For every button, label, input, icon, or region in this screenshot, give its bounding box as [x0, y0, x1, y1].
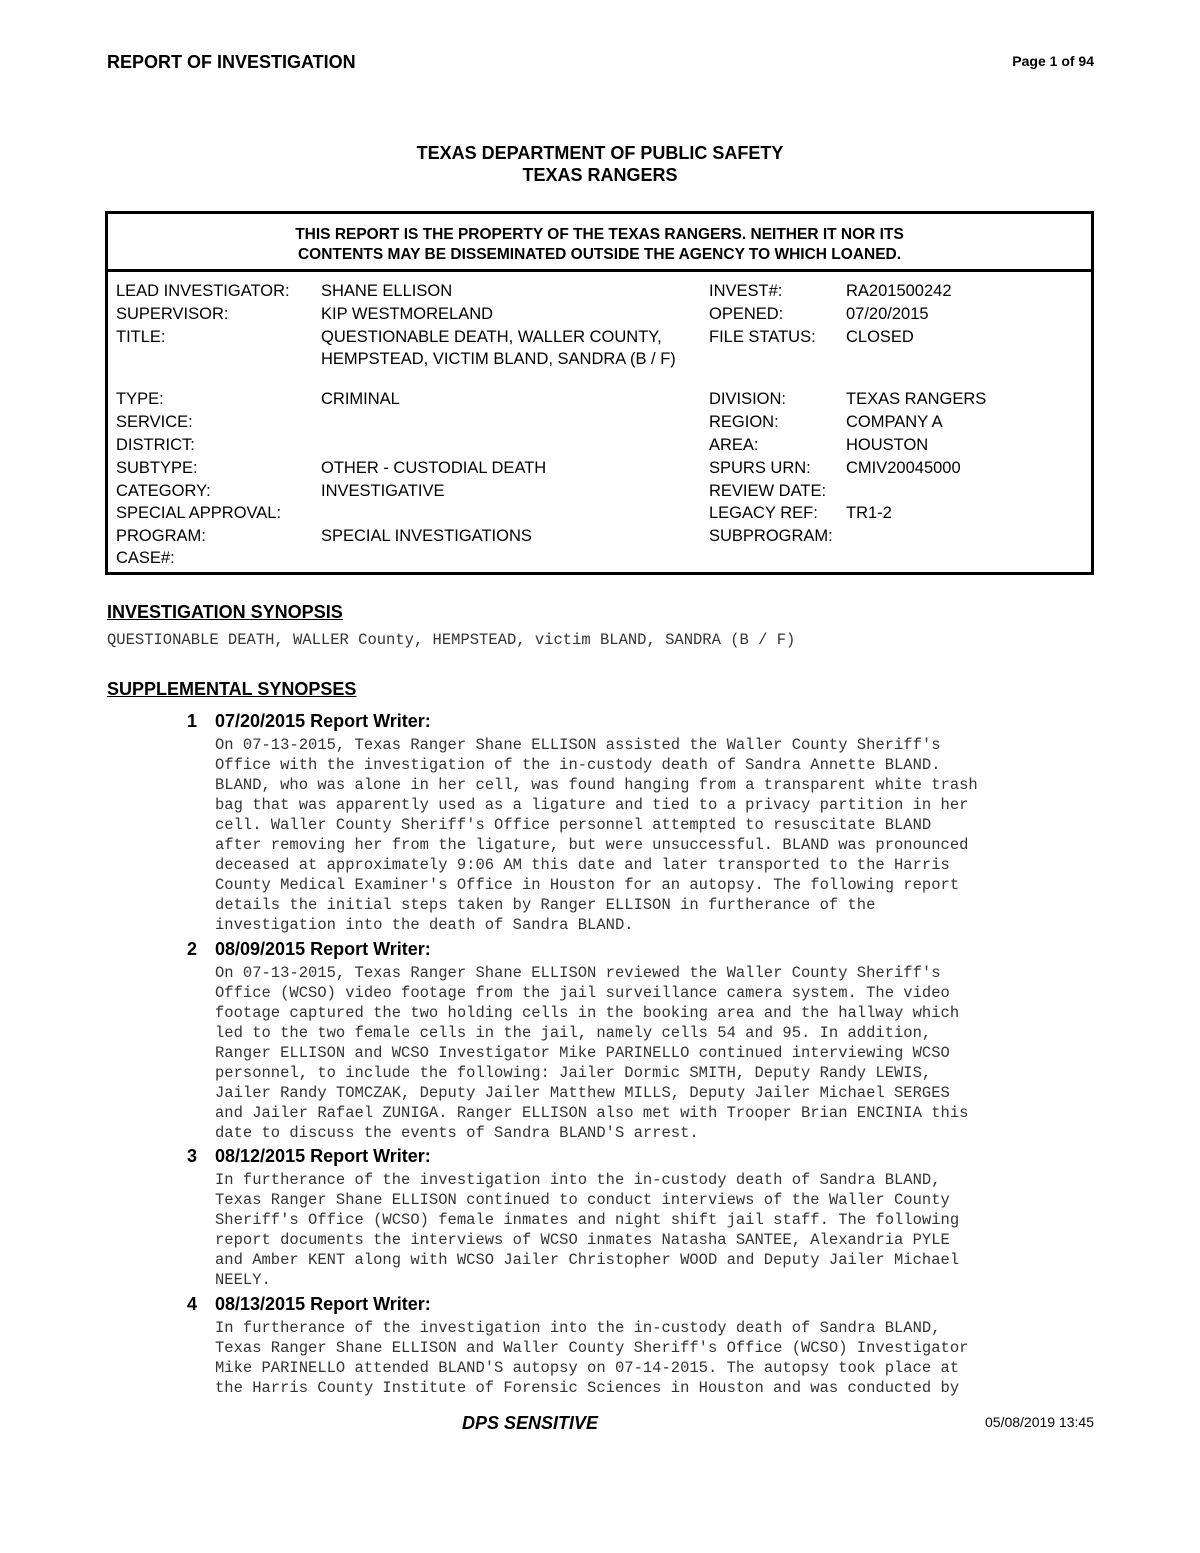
field-label: FILE STATUS:	[709, 328, 816, 346]
field-label: CATEGORY:	[116, 482, 211, 500]
supplemental-entry-heading	[187, 939, 431, 960]
field-label: SERVICE:	[116, 413, 193, 431]
division-value: TEXAS RANGERS	[846, 390, 987, 408]
entry-number: 2	[187, 939, 198, 959]
report-info-box	[105, 211, 1094, 575]
field-label: LEGACY REF:	[709, 504, 818, 522]
property-notice	[108, 214, 1091, 272]
lead-investigator-value: SHANE ELLISON	[321, 282, 453, 300]
area-value: HOUSTON	[846, 436, 929, 454]
legacy-ref-value: TR1-2	[846, 504, 892, 522]
notice-line: CONTENTS MAY BE DISSEMINATED OUTSIDE THE AGENCY TO WHICH LOANED.	[297, 246, 902, 263]
supplemental-entry-heading	[187, 711, 431, 732]
supplemental-heading: SUPPLEMENTAL SYNOPSES	[107, 679, 357, 699]
region-value: COMPANY A	[846, 413, 943, 431]
supervisor-value: KIP WESTMORELAND	[321, 305, 494, 323]
spurs-urn-value: CMIV20045000	[846, 459, 961, 477]
entry-number: 3	[187, 1146, 198, 1166]
supplemental-entry-heading	[187, 1146, 431, 1167]
supplemental-entry-body: On 07-13-2015, Texas Ranger Shane ELLISON reviewed the Waller County Sheriff's Office (WCSO) video footage from the jail surveillance camera system. The video footage captured the two holding cells in the booking area and the hallway which led to the two female cells in the jail, namely cells 54 and 95. In addition, Ranger ELLISON and WCSO Investigator Mike PARINELLO continued interviewing WCSO personnel, to include the following: Jailer Dormic SMITH, Deputy Randy LEWIS, Jailer Randy TOMCZAK, Deputy Jailer Matthew MILLS, Deputy Jailer Michael SERGES and Jailer Rafael ZUNIGA. Ranger ELLISON also met with Trooper Brian ENCINIA this date to discuss the events of Sandra BLAND'S arrest.	[215, 964, 969, 1142]
field-label: SPECIAL APPROVAL:	[116, 504, 282, 522]
notice-line: THIS REPORT IS THE PROPERTY OF THE TEXAS RANGERS. NEITHER IT NOR ITS	[295, 226, 904, 243]
supplemental-entry-body: In furtherance of the investigation into the in-custody death of Sandra BLAND, Texas Ranger Shane ELLISON continued to conduct interviews of the Waller County Sheriff's Office (WCSO) female inmates and night shift jail staff. The following report documents the interviews of WCSO inmates Natasha SANTEE, Alexandria PYLE and Amber KENT along with WCSO Jailer Christopher WOOD and Deputy Jailer Michael NEELY.	[215, 1171, 960, 1289]
synopsis-text: QUESTIONABLE DEATH, WALLER County, HEMPSTEAD, victim BLAND, SANDRA (B / F)	[107, 631, 796, 649]
supplemental-entry-body: In furtherance of the investigation into the in-custody death of Sandra BLAND, Texas Ranger Shane ELLISON and Waller County Sheriff's Office (WCSO) Investigator Mike PARINELLO attended BLAND'S autopsy on 07-14-2015. The autopsy took place at the Harris County Institute of Forensic Sciences in Houston and was conducted by	[215, 1319, 969, 1397]
field-label: AREA:	[709, 436, 759, 454]
field-label: PROGRAM:	[116, 527, 206, 545]
field-label: REGION:	[709, 413, 779, 431]
entry-date-writer: 08/09/2015 Report Writer:	[215, 939, 431, 959]
field-label: SUBPROGRAM:	[709, 527, 833, 545]
entry-number: 1	[187, 711, 198, 731]
type-value: CRIMINAL	[321, 390, 400, 408]
synopsis-heading: INVESTIGATION SYNOPSIS	[107, 602, 343, 622]
entry-date-writer: 08/12/2015 Report Writer:	[215, 1146, 431, 1166]
field-label: LEAD INVESTIGATOR:	[116, 282, 290, 300]
entry-date-writer: 07/20/2015 Report Writer:	[215, 711, 431, 731]
classification-label: DPS SENSITIVE	[461, 1413, 599, 1433]
supplemental-entry-body: On 07-13-2015, Texas Ranger Shane ELLISON assisted the Waller County Sheriff's Office with the investigation of the in-custody death of Sandra Annette BLAND. BLAND, who was alone in her cell, was found hanging from a transparent white trash bag that was apparently used as a ligature and tied to a privacy partition in her cell. Waller County Sheriff's Office personnel attempted to resuscitate BLAND after removing her from the ligature, but were unsuccessful. BLAND was pronounced deceased at approximately 9:06 AM this date and later transported to the Harris County Medical Examiner's Office in Houston for an autopsy. The following report details the initial steps taken by Ranger ELLISON in furtherance of the investigation into the death of Sandra BLAND.	[215, 736, 978, 934]
report-title: REPORT OF INVESTIGATION	[107, 52, 356, 72]
field-label: TYPE:	[116, 390, 164, 408]
field-label: TITLE:	[116, 328, 166, 346]
invest-number-value: RA201500242	[846, 282, 952, 300]
agency-division: TEXAS RANGERS	[522, 165, 678, 185]
page-number: Page 1 of 94	[1012, 53, 1094, 69]
field-label: SUPERVISOR:	[116, 305, 229, 323]
subtype-value: OTHER - CUSTODIAL DEATH	[321, 459, 547, 477]
print-timestamp: 05/08/2019 13:45	[985, 1414, 1094, 1430]
category-value: INVESTIGATIVE	[321, 482, 445, 500]
field-label: DIVISION:	[709, 390, 787, 408]
entry-number: 4	[187, 1294, 198, 1314]
field-label: REVIEW DATE:	[709, 482, 827, 500]
agency-name: TEXAS DEPARTMENT OF PUBLIC SAFETY	[416, 143, 784, 163]
field-label: CASE#:	[116, 549, 175, 567]
field-label: DISTRICT:	[116, 436, 195, 454]
title-value: QUESTIONABLE DEATH, WALLER COUNTY, HEMPSTEAD, VICTIM BLAND, SANDRA (B / F)	[321, 328, 676, 368]
program-value: SPECIAL INVESTIGATIONS	[321, 527, 532, 545]
entry-date-writer: 08/13/2015 Report Writer:	[215, 1294, 431, 1314]
field-label: OPENED:	[709, 305, 784, 323]
field-label: SUBTYPE:	[116, 459, 198, 477]
supplemental-entry-heading	[187, 1294, 431, 1315]
field-label: INVEST#:	[709, 282, 783, 300]
opened-value: 07/20/2015	[846, 305, 929, 323]
field-label: SPURS URN:	[709, 459, 811, 477]
file-status-value: CLOSED	[846, 328, 914, 346]
